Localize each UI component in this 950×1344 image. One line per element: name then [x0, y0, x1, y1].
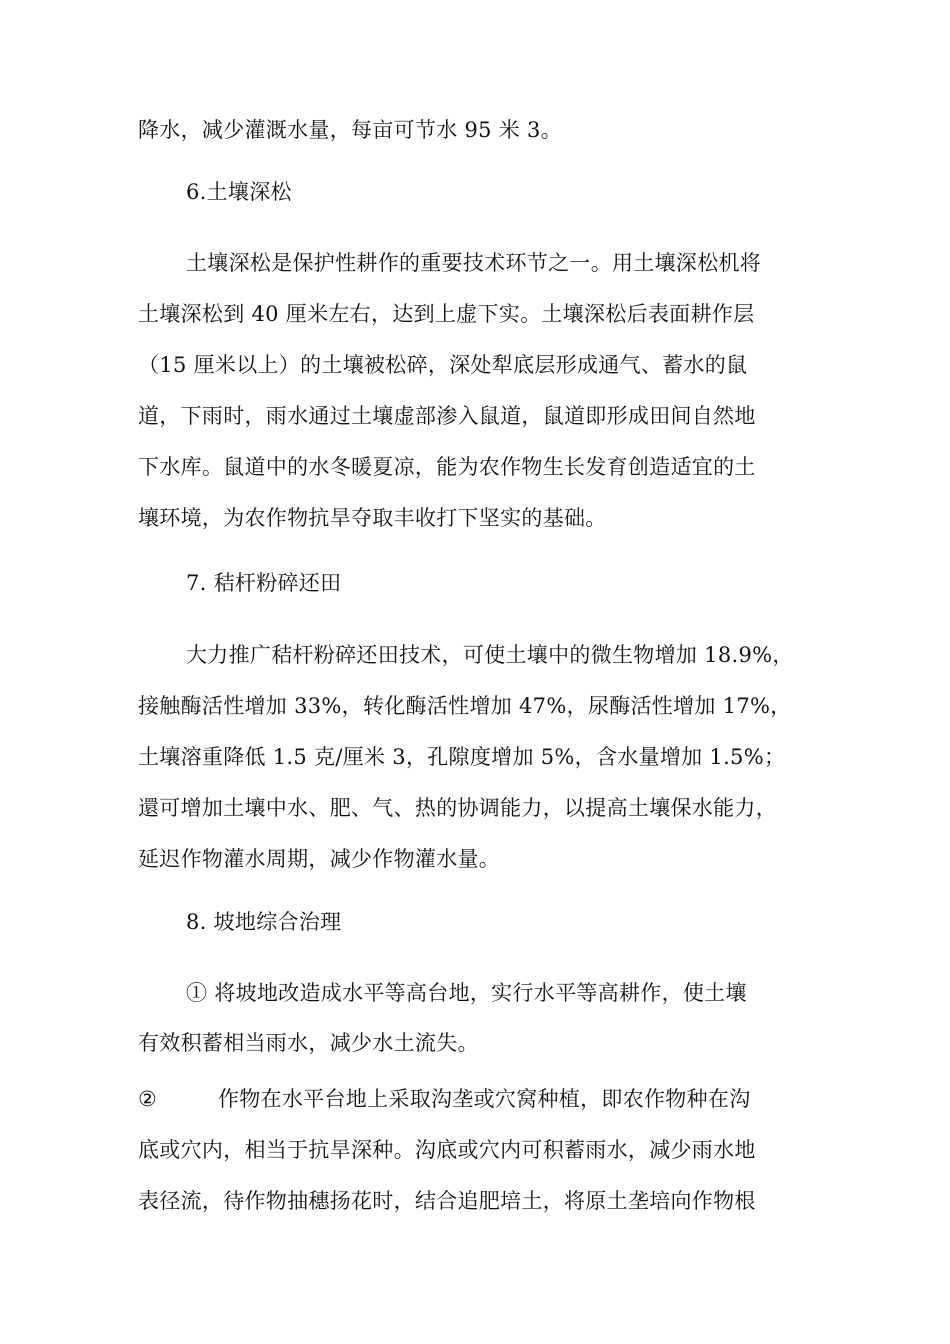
paragraph-line: 土壤溶重降低 1.5 克/厘米 3，孔隙度增加 5%，含水量增加 1.5%；	[138, 745, 786, 769]
paragraph-line: ① 将坡地改造成水平等高台地，实行水平等高耕作，使土壤	[186, 981, 747, 1005]
section-heading-8: 8. 坡地综合治理	[186, 910, 342, 934]
paragraph-line: 延迟作物灌水周期，减少作物灌水量。	[138, 847, 501, 871]
paragraph-line: 作物在水平台地上采取沟垄或穴窝种植，即农作物种在沟	[218, 1087, 751, 1111]
list-marker-2: ②	[138, 1087, 158, 1111]
paragraph-line: 接触酶活性增加 33%，转化酶活性增加 47%，尿酶活性增加 17%，	[138, 694, 792, 718]
section-heading-7: 7. 秸杆粉碎还田	[186, 571, 342, 595]
paragraph-line: 壤环境，为农作物抗旱夺取丰收打下坚实的基础。	[138, 506, 607, 530]
paragraph-line: 道，下雨时，雨水通过土壤虚部渗入鼠道，鼠道即形成田间自然地	[138, 404, 756, 428]
paragraph-line: 有效积蓄相当雨水，减少水土流失。	[138, 1031, 479, 1055]
section-heading-6: 6.土壤深松	[186, 180, 292, 204]
paragraph-line: 底或穴内，相当于抗旱深种。沟底或穴内可积蓄雨水，减少雨水地	[138, 1138, 756, 1162]
paragraph-line: （15 厘米以上）的土壤被松碎，深处犁底层形成通气、蓄水的鼠	[138, 353, 748, 377]
paragraph-line: 表径流，待作物抽穗扬花时，结合追肥培土，将原土垄培向作物根	[138, 1189, 756, 1213]
paragraph-line: 下水库。鼠道中的水冬暖夏凉，能为农作物生长发育创造适宜的土	[138, 455, 756, 479]
paragraph-line: 土壤深松到 40 厘米左右，达到上虚下实。土壤深松后表面耕作层	[138, 302, 755, 326]
paragraph-line: 降水，减少灌溉水量，每亩可节水 95 米 3。	[138, 118, 563, 142]
paragraph-line: 還可增加土壤中水、肥、气、热的协调能力，以提高土壤保水能力，	[138, 796, 777, 820]
paragraph-line: 大力推广秸杆粉碎还田技术，可使土壤中的微生物增加 18.9%，	[186, 643, 794, 667]
paragraph-line: 土壤深松是保护性耕作的重要技术环节之一。用土壤深松机将	[186, 251, 762, 275]
